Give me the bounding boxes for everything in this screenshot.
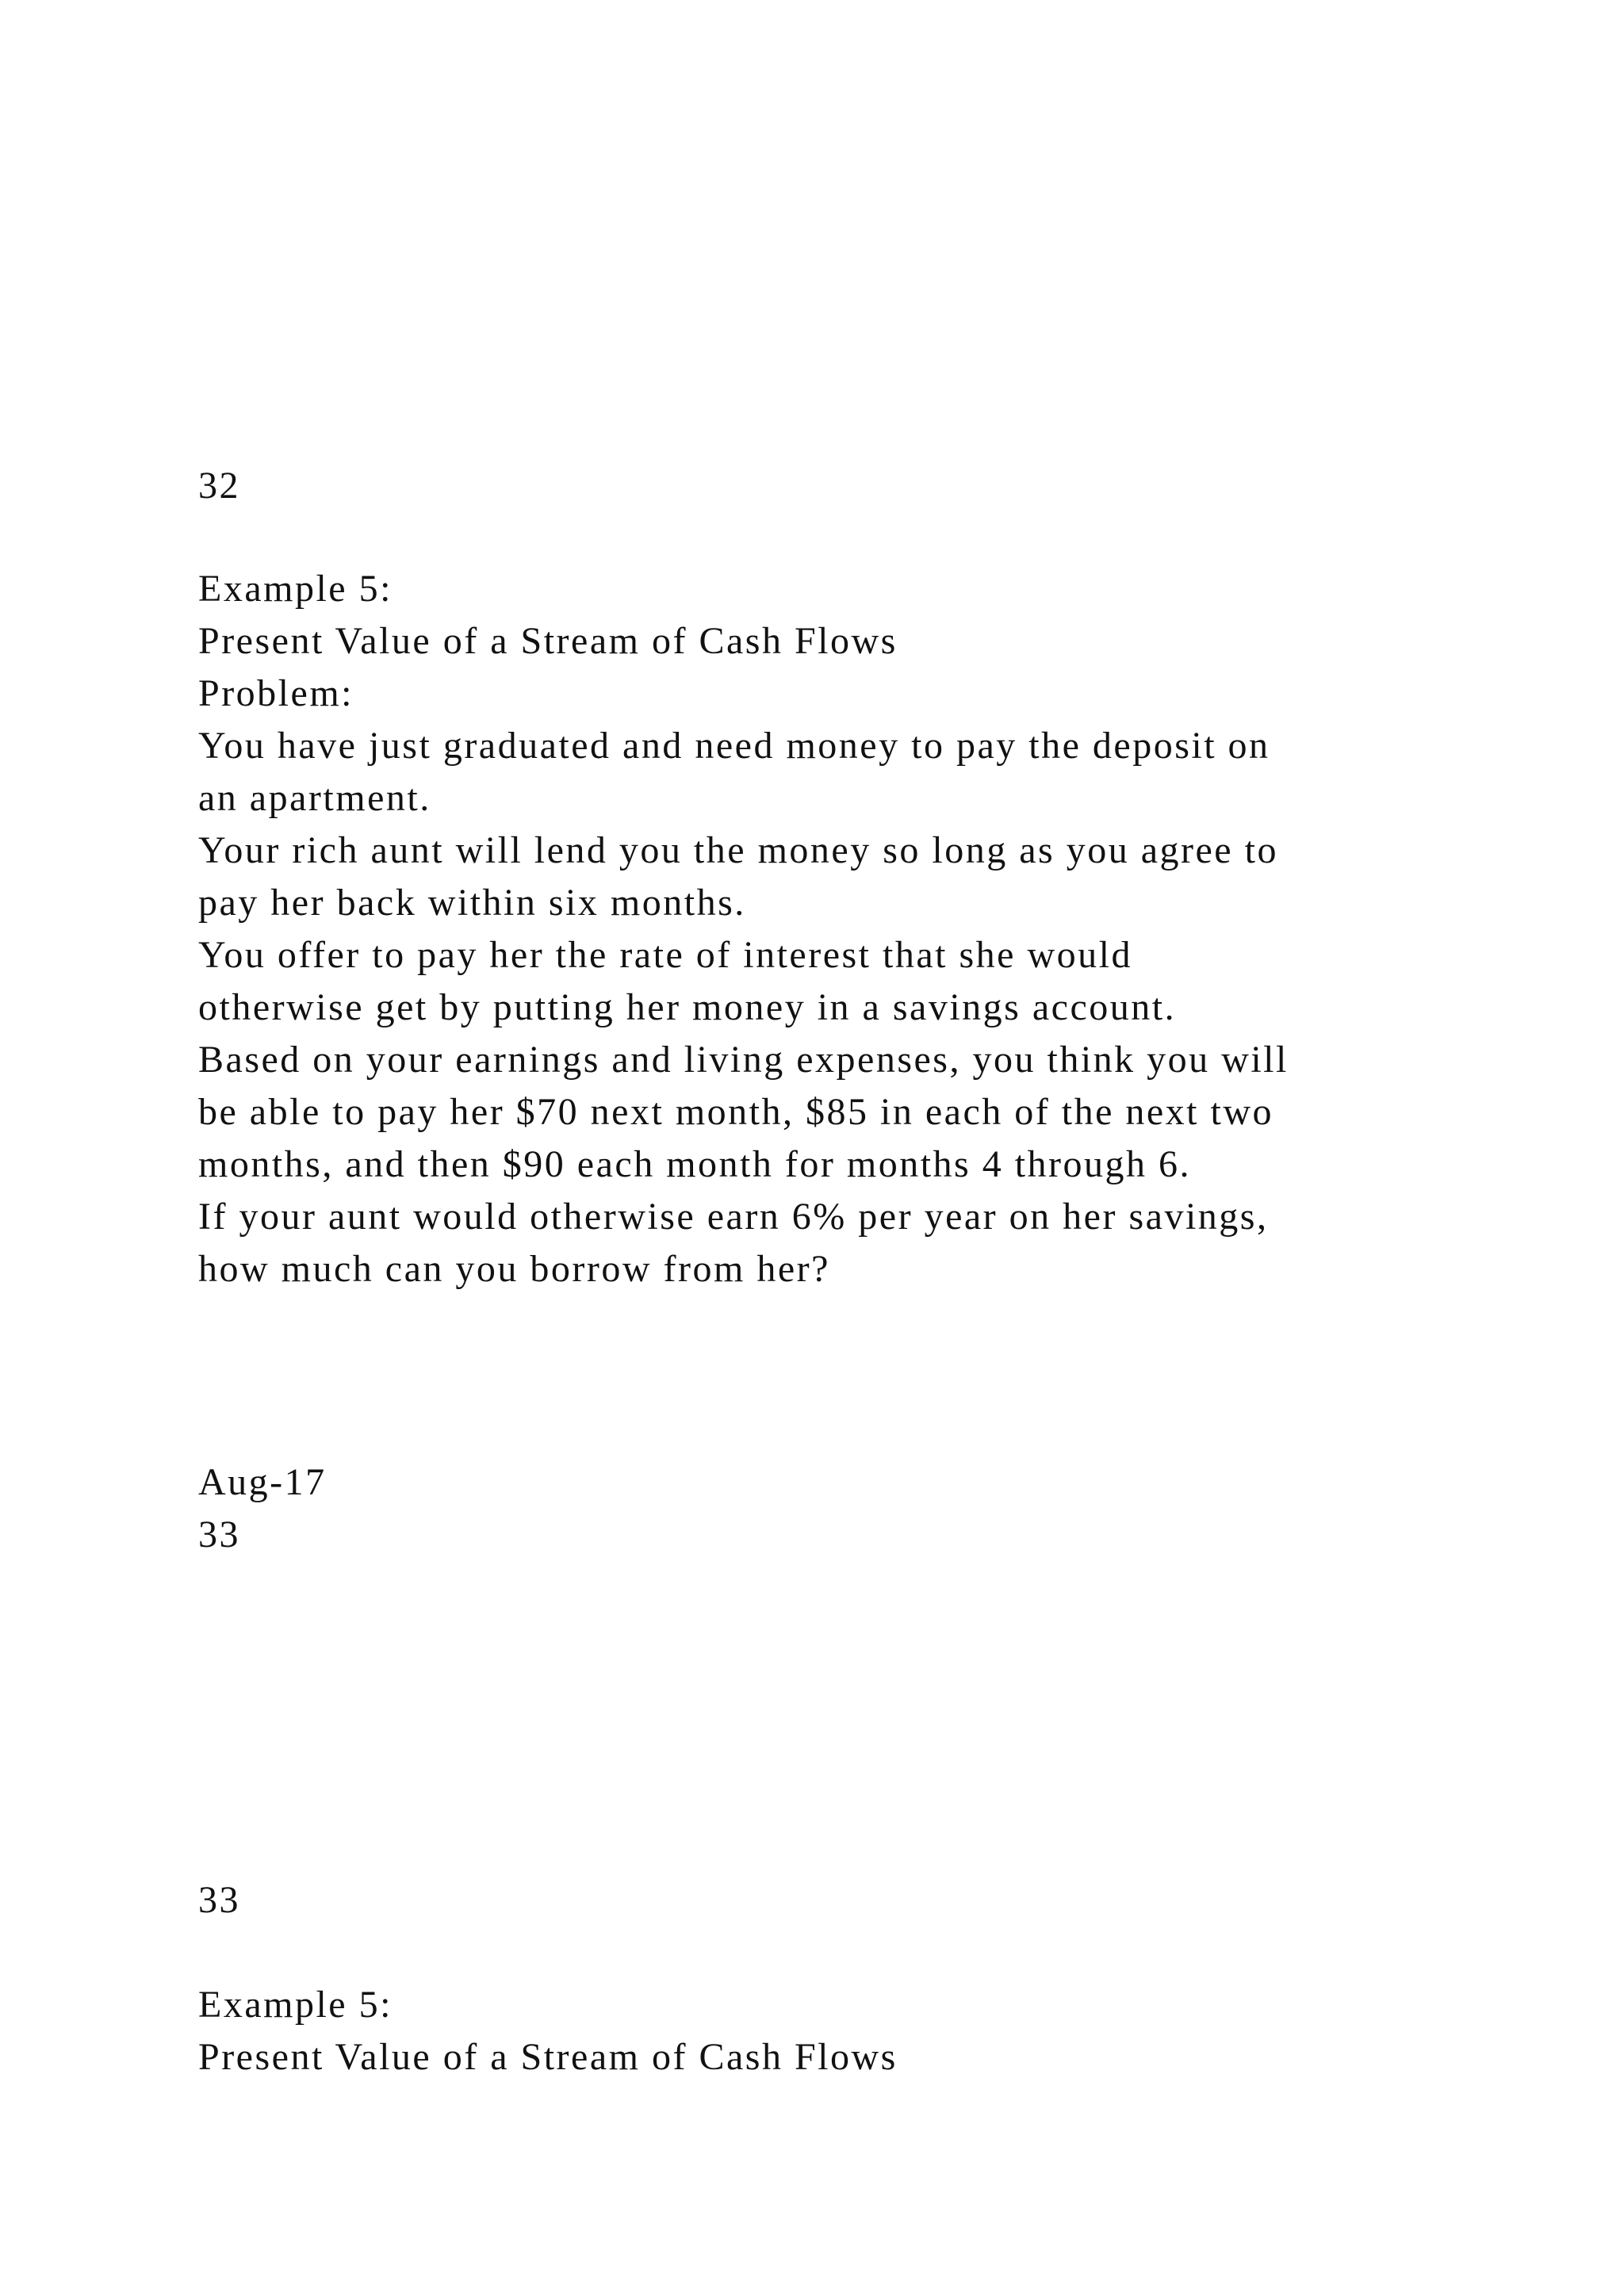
footer-block [198,1456,327,1561]
problem-text-line: pay her back within six months. [198,882,746,924]
footer-page-number: 33 [198,1513,240,1556]
problem-label: Problem: [198,672,354,714]
problem-text-line: be able to pay her $70 next month, $85 in each of the next two [198,1091,1274,1133]
example-title: Present Value of a Stream of Cash Flows [198,620,898,662]
example-heading: Example 5: [198,1984,393,2026]
slide-number: 33 [198,1879,240,1921]
slide-number-block [198,1874,240,1927]
example-heading: Example 5: [198,568,393,610]
example-heading-block [198,1979,898,2084]
problem-text-line: Based on your earnings and living expenses, you think you will [198,1039,1289,1081]
problem-text-line: otherwise get by putting her money in a savings account. [198,986,1177,1028]
problem-text-line: months, and then $90 each month for months 4 through 6. [198,1143,1192,1185]
example-problem-block [198,563,1289,1295]
slide-number: 32 [198,465,240,507]
problem-text-line: Your rich aunt will lend you the money so long as you agree to [198,829,1278,871]
problem-text-line: an apartment. [198,777,431,819]
example-title: Present Value of a Stream of Cash Flows [198,2036,898,2078]
slide-number-block [198,460,240,512]
problem-text-line: If your aunt would otherwise earn 6% per year on her savings, [198,1196,1269,1238]
footer-date: Aug-17 [198,1461,327,1503]
problem-text-line: You have just graduated and need money to pay the deposit on [198,725,1270,767]
problem-text-line: how much can you borrow from her? [198,1248,830,1290]
problem-text-line: You offer to pay her the rate of interest that she would [198,934,1132,976]
